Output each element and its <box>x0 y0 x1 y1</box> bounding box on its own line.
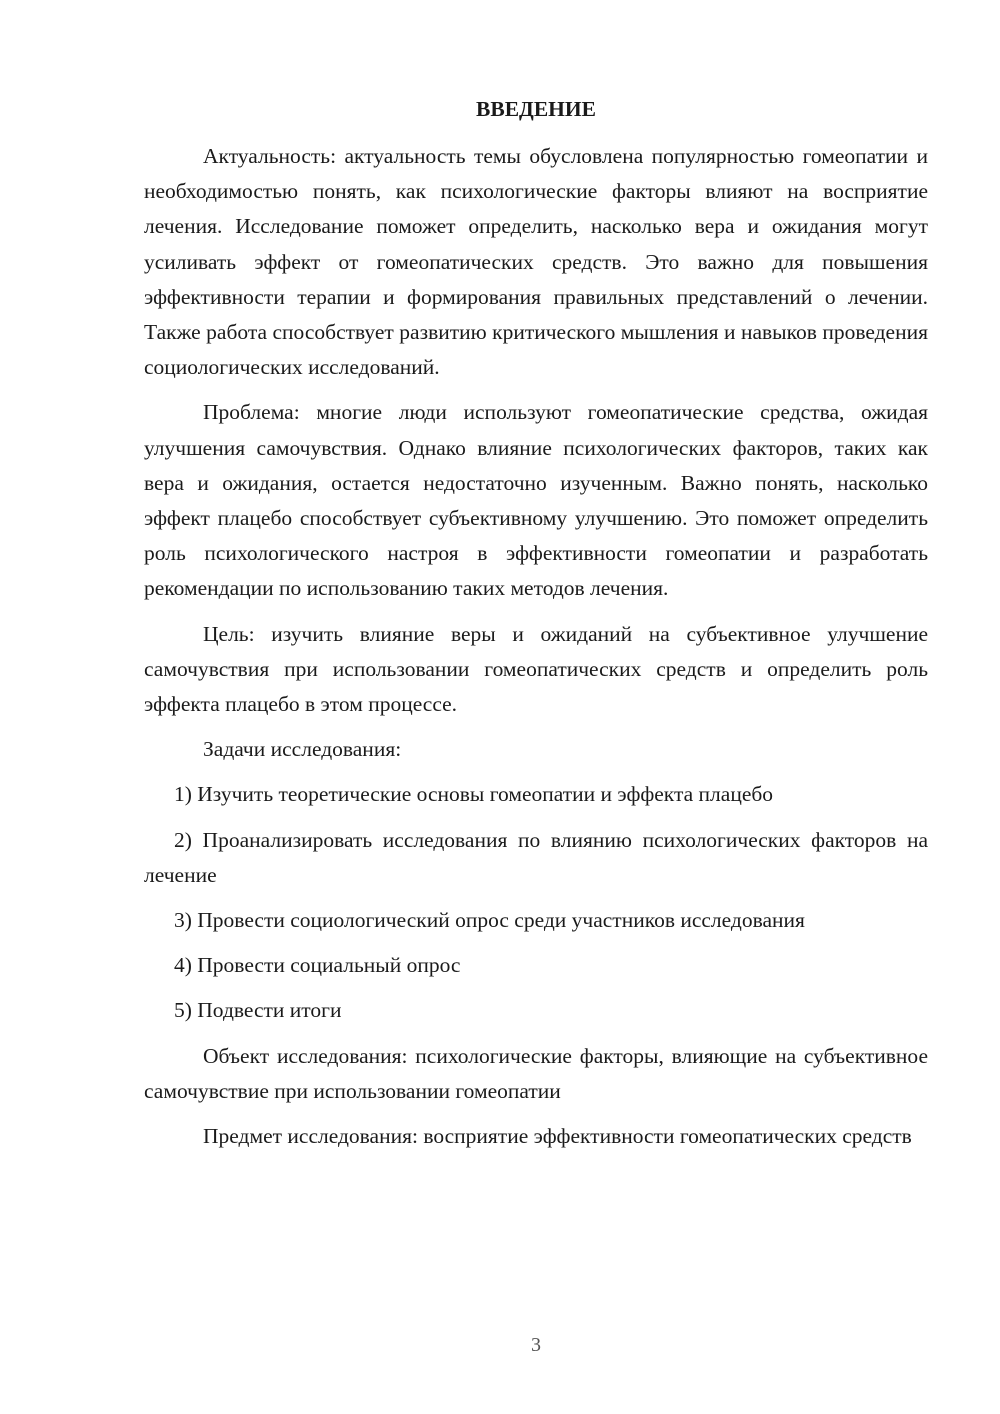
tasks-heading: Задачи исследования: <box>203 737 402 762</box>
task-item-4: 4) Провести социальный опрос <box>174 953 461 978</box>
task-item-1: 1) Изучить теоретические основы гомеопатии и эффекта плацебо <box>174 782 774 807</box>
task-item-5: 5) Подвести итоги <box>174 998 342 1023</box>
subject-paragraph: Предмет исследования: восприятие эффективности гомеопатических средств <box>203 1124 912 1149</box>
relevance-paragraph: Актуальность: актуальность темы обусловлена популярностью гомеопатии и необходимостью понять, как психологические факторы влияют на восприятие лечения. Исследование поможет определить, насколько вера и ожидания могут усиливать эффект от гомеопатических средств. Это важно для повышения эффективности терапии и формирования правильных представлений о лечении. Также работа способствует развитию критического мышления и навыков проведения социологических исследований. <box>144 144 928 380</box>
goal-paragraph: Цель: изучить влияние веры и ожиданий на субъективное улучшение самочувствия при использовании гомеопатических средств и определить роль эффекта плацебо в этом процессе. <box>144 621 928 717</box>
problem-paragraph: Проблема: многие люди используют гомеопатические средства, ожидая улучшения самочувствия. Однако влияние психологических факторов, таких как вера и ожидания, остается недостаточно изученным. Важно понять, насколько эффект плацебо способствует субъективному улучшению. Это поможет определить роль психологического настроя в эффективности гомеопатии и разработать рекомендации по использованию таких методов лечения. <box>144 400 928 601</box>
object-paragraph: Объект исследования: психологические факторы, влияющие на субъективное самочувствие при использовании гомеопатии <box>144 1043 928 1103</box>
document-page <box>144 92 928 1154</box>
page-number: 3 <box>531 1334 541 1356</box>
task-item-3: 3) Провести социологический опрос среди участников исследования <box>174 908 805 933</box>
section-title: ВВЕДЕНИЕ <box>476 97 596 121</box>
task-item-2: 2) Проанализировать исследования по влиянию психологических факторов на лечение <box>144 827 928 887</box>
